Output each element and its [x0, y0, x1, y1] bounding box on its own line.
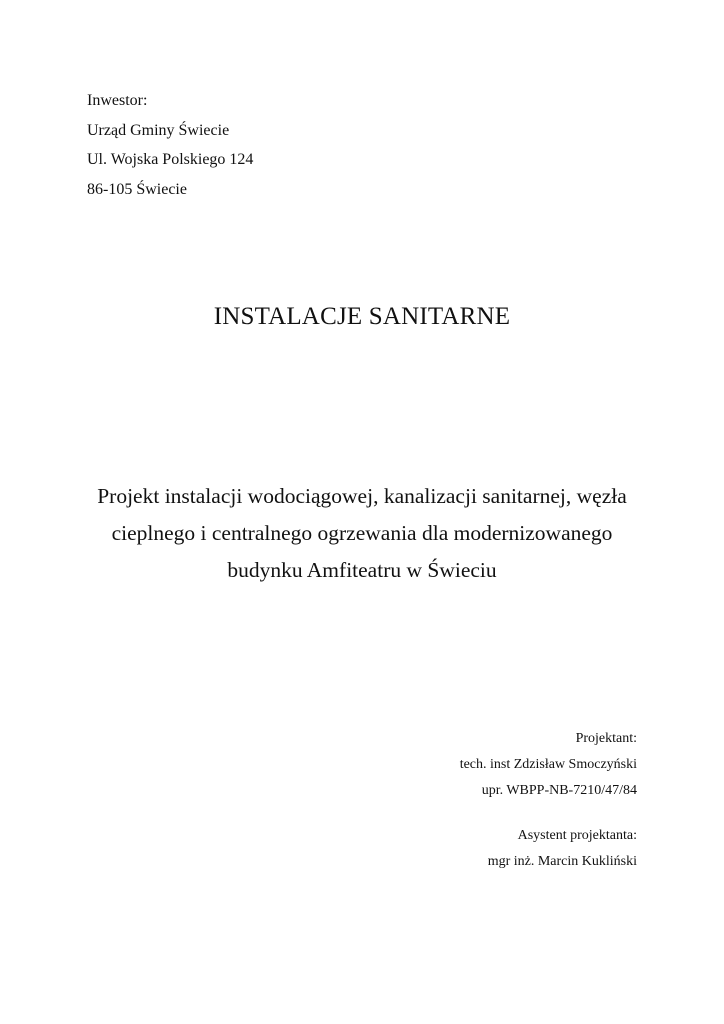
project-description: [40, 478, 684, 589]
investor-label: Inwestor:: [87, 92, 148, 109]
investor-street: Ul. Wojska Polskiego 124: [87, 151, 254, 168]
assistant-name: mgr inż. Marcin Kukliński: [487, 854, 637, 869]
project-description-line-3: budynku Amfiteatru w Świeciu: [227, 558, 497, 582]
signatures-block: [460, 726, 637, 875]
signature-spacer: [460, 804, 637, 823]
investor-block: [87, 86, 253, 204]
designer-label: Projektant:: [575, 731, 637, 746]
project-description-line-1: Projekt instalacji wodociągowej, kanalizacji sanitarnej, węzła: [97, 484, 627, 508]
investor-name: Urząd Gminy Świecie: [87, 121, 230, 139]
investor-city: 86-105 Świecie: [87, 180, 187, 198]
designer-name: tech. inst Zdzisław Smoczyński: [459, 757, 637, 772]
document-title: INSTALACJE SANITARNE: [213, 303, 511, 330]
assistant-label: Asystent projektanta:: [517, 828, 637, 843]
designer-license: upr. WBPP-NB-7210/47/84: [481, 783, 637, 798]
project-description-line-2: cieplnego i centralnego ogrzewania dla modernizowanego: [111, 521, 613, 545]
